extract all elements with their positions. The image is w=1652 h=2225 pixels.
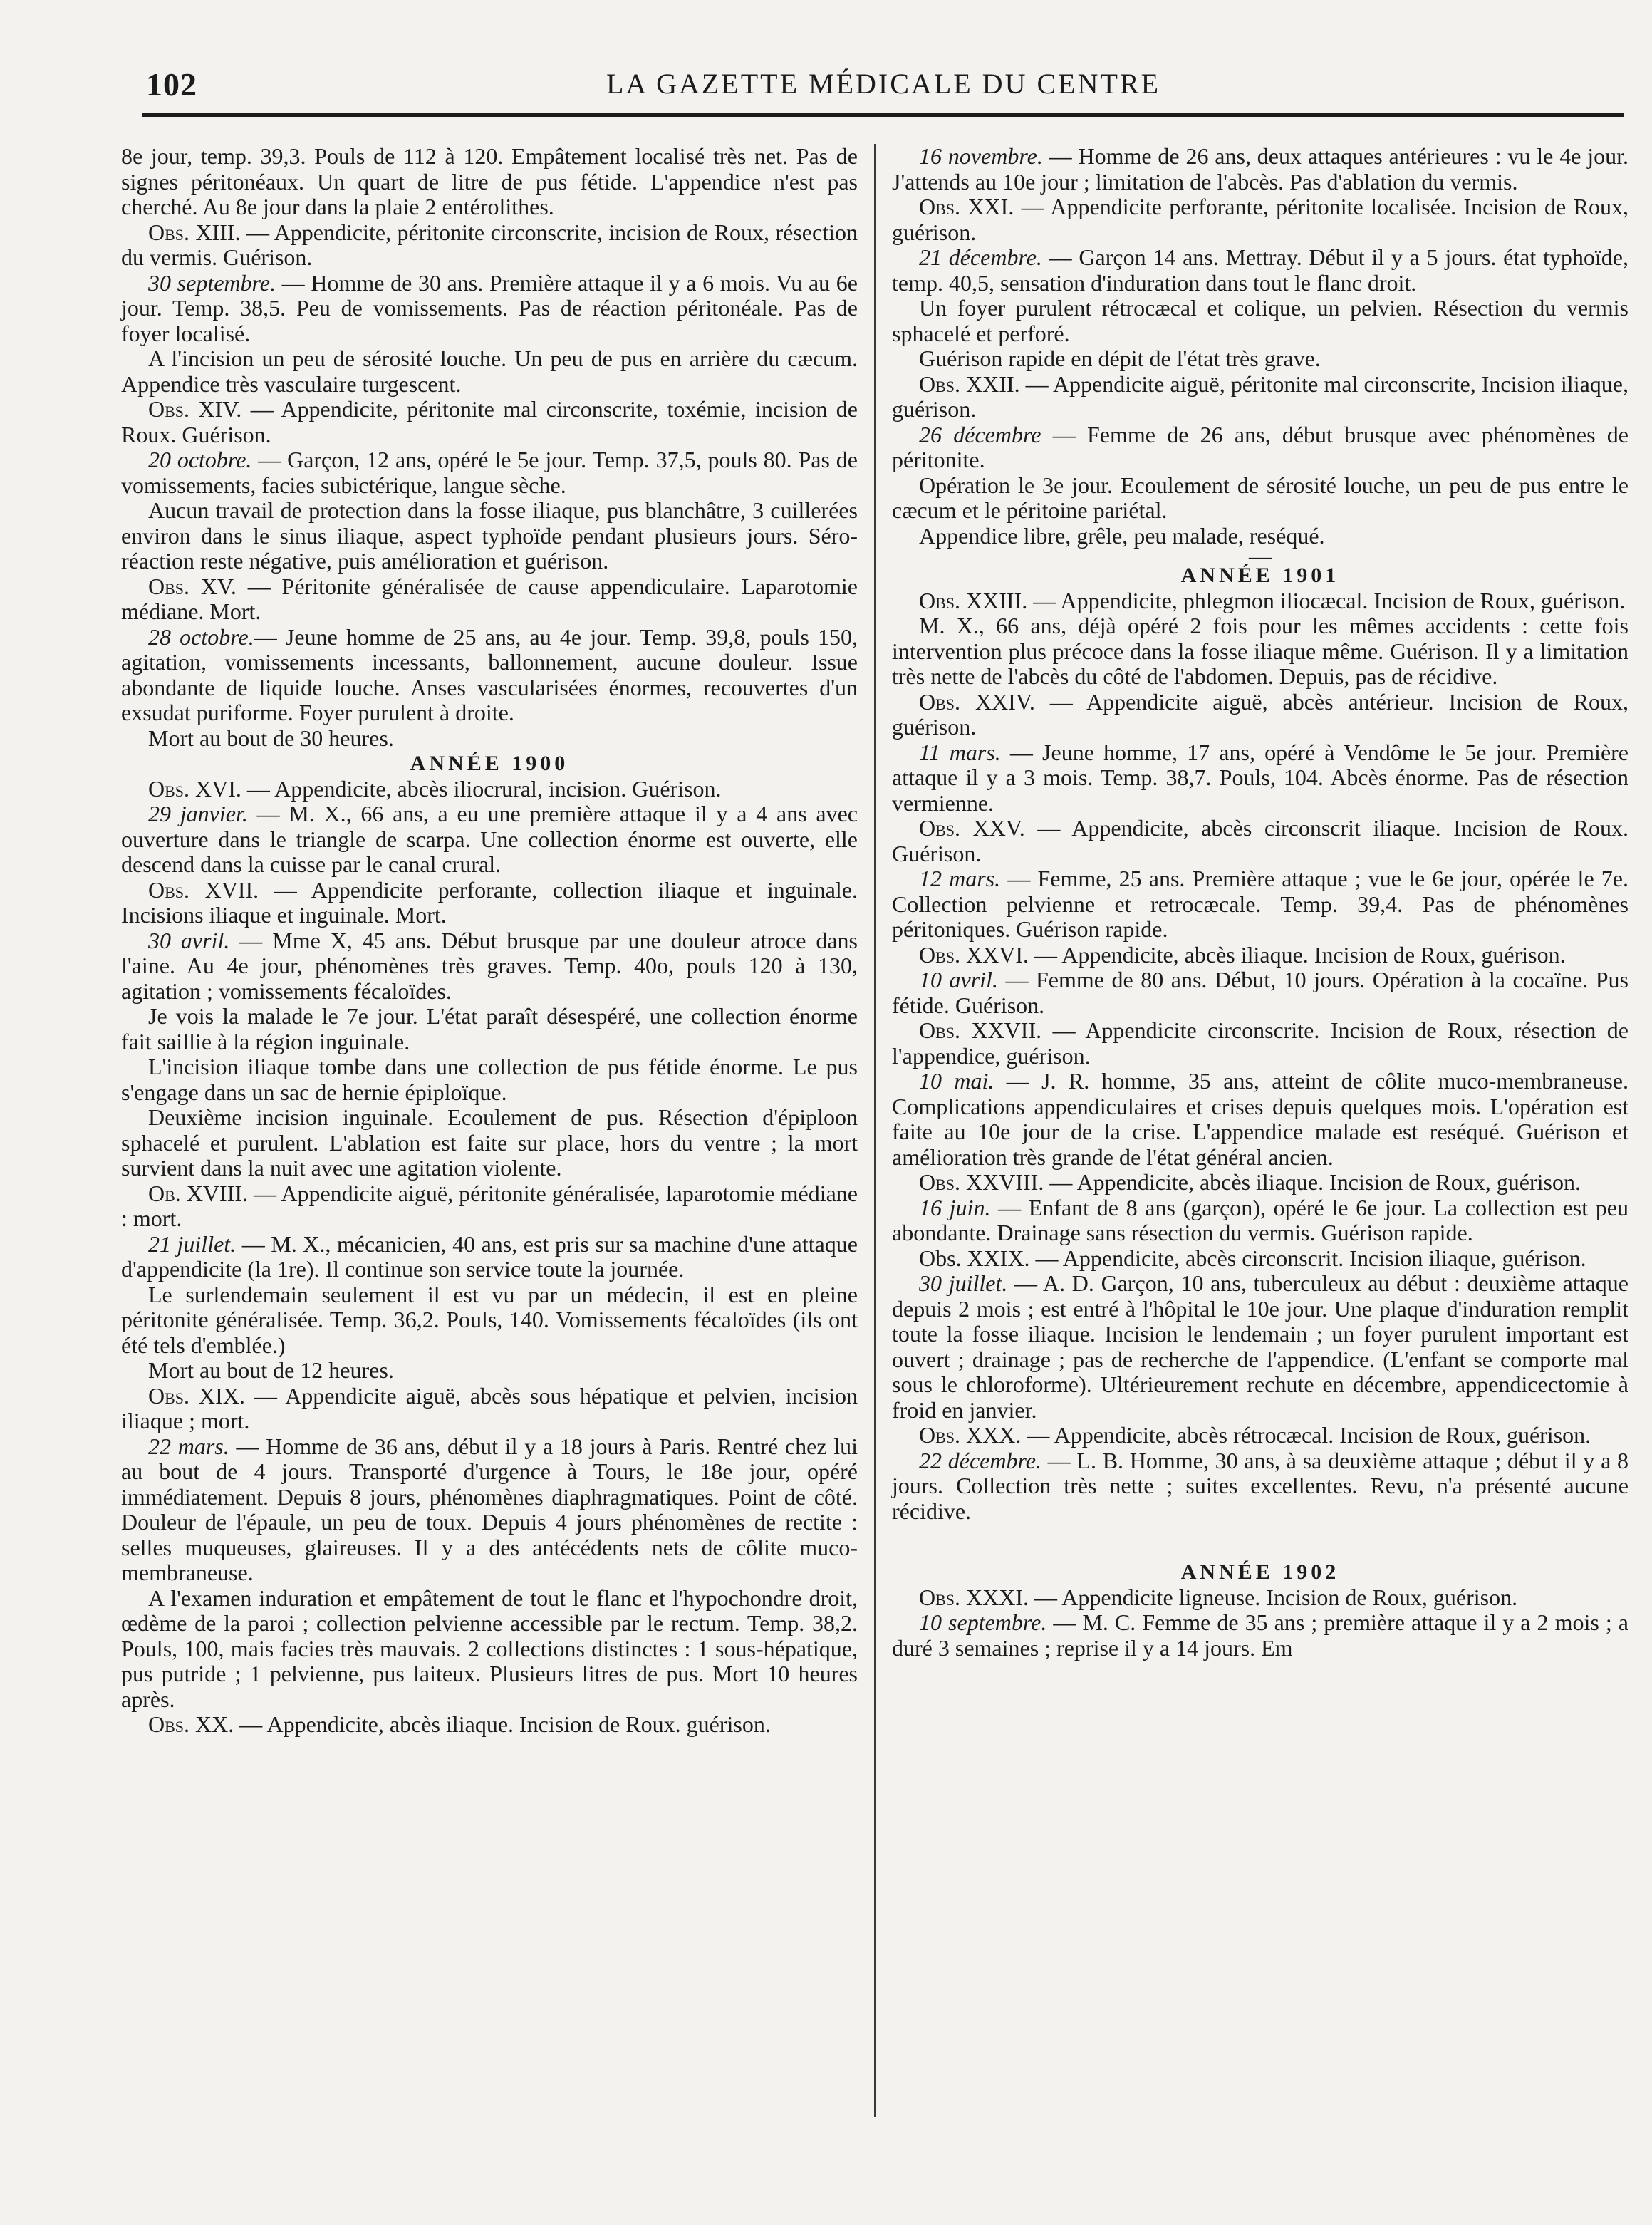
case-date: 29 janvier.: [148, 801, 248, 826]
obs-entry: [121, 1384, 858, 1434]
obs-text: — Appendicite, abcès iliocrural, incision. Guérison.: [241, 775, 722, 802]
obs-label: Obs. XVI.: [148, 775, 241, 802]
case-text: — J. R. homme, 35 ans, atteint de côlite muco-membraneuse. Complications appendiculaires et crises depuis quelques mois. L'opération est faite au 10e jour de la crise. L'appendice malade est reséqué. Guérison et amélioration très grande de l'état général ancien.: [892, 1068, 1629, 1170]
case-date: 10 septembre.: [919, 1609, 1047, 1635]
case-date: 30 avril.: [148, 927, 230, 953]
obs-text: — Appendicite, abcès circonscrit. Incision iliaque, guérison.: [1029, 1245, 1586, 1271]
section-heading-1900: ANNÉE 1900: [410, 752, 569, 775]
case-text: — M. C. Femme de 35 ans ; première attaque il y a 2 mois ; a duré 3 semaines ; reprise il y a 14 jours. Em: [892, 1609, 1629, 1661]
column-divider: [874, 144, 876, 2117]
obs-entry: [892, 943, 1628, 968]
obs-label: Obs. XXIX.: [919, 1245, 1030, 1271]
obs-label: Obs. XXXI.: [919, 1584, 1029, 1610]
paragraph: Guérison rapide en dépit de l'état très grave.: [919, 346, 1321, 371]
obs-label: Obs. XXV.: [919, 815, 1025, 841]
section-heading-1902: ANNÉE 1902: [1180, 1560, 1340, 1584]
obs-entry: [892, 1170, 1628, 1196]
obs-text: — Appendicite, péritonite circonscrite, incision de Roux, résection du vermis. Guérison.: [121, 219, 858, 270]
obs-entry: [121, 220, 858, 271]
obs-entry: [892, 372, 1628, 422]
paragraph: Deuxième incision inguinale. Ecoulement de pus. Résection d'épiploon sphacelé et purulent. L'ablation est faite sur place, hors du ventre ; la mort survient dans la nuit avec une agitation violente.: [121, 1104, 858, 1181]
case-text: — A. D. Garçon, 10 ans, tuberculeux au début : deuxième attaque depuis 2 mois ; est entré à l'hôpital le 10e jour. Une plaque d'induration remplit toute la fosse iliaque. Incision le lendemain ; un foyer purulent important est ouvert ; drainage ; pas de recherche de l'appendice. (L'enfant se comporte mal sous le chloroforme). Ultérieurement rechute en décembre, appendicectomie à froid en janvier.: [892, 1270, 1629, 1423]
right-column: [892, 144, 1628, 1661]
obs-label: Obs. XXVII.: [919, 1017, 1042, 1043]
case-entry: [892, 866, 1628, 943]
case-entry: [121, 447, 858, 498]
obs-entry: [121, 397, 858, 447]
case-entry: [121, 1232, 858, 1282]
case-date: 26 décembre: [919, 421, 1041, 447]
case-text: — Homme de 36 ans, début il y a 18 jours à Paris. Rentré chez lui au bout de 4 jours. Transporté d'urgence à Tours, le 18e jour, opéré immédiatement. Depuis 8 jours, phénomènes diaphragmatiques. Point de côté. Douleur de l'épaule, un peu de toux. Depuis 4 jours phénomènes de rectite : selles muqueuses, glaireuses. Il y a des antécédents nets de côlite muco-membraneuse.: [121, 1433, 858, 1585]
paragraph: L'incision iliaque tombe dans une collection de pus fétide énorme. Le pus s'engage dans un sac de hernie épiploïque.: [121, 1054, 858, 1105]
case-text: — Homme de 26 ans, deux attaques antérieures : vu le 4e jour. J'attends au 10e jour ; limitation de l'abcès. Pas d'ablation du vermis.: [892, 143, 1629, 195]
paragraph: Je vois la malade le 7e jour. L'état paraît désespéré, une collection énorme fait saillie à la région inguinale.: [121, 1003, 858, 1054]
case-date: 21 décembre.: [919, 244, 1042, 270]
obs-text: — Appendicite aiguë, abcès antérieur. Incision de Roux, guérison.: [892, 688, 1628, 740]
obs-text: — Appendicite, abcès iliaque. Incision de Roux. guérison.: [234, 1711, 771, 1737]
left-column: [121, 144, 858, 1738]
obs-label: Obs. XIX.: [148, 1382, 245, 1409]
case-date: 16 novembre.: [919, 143, 1043, 169]
obs-entry: [892, 1018, 1628, 1069]
case-entry: [121, 625, 858, 726]
spacer: [892, 1524, 1628, 1560]
obs-entry: [892, 195, 1628, 245]
obs-text: — Appendicite aiguë, péritonite généralisée, laparotomie médiane : mort.: [121, 1180, 858, 1231]
obs-text: — Appendicite perforante, péritonite localisée. Incision de Roux, guérison.: [892, 194, 1628, 245]
obs-label: Obs. XIV.: [148, 396, 242, 422]
obs-entry: [892, 1246, 1628, 1272]
obs-text: — Appendicite, péritonite mal circonscrite, toxémie, incision de Roux. Guérison.: [121, 396, 858, 447]
obs-label: Obs. XXVI.: [919, 941, 1029, 968]
obs-text: — Appendicite ligneuse. Incision de Roux, guérison.: [1029, 1584, 1518, 1610]
paragraph: Aucun travail de protection dans la fosse iliaque, pus blanchâtre, 3 cuillerées environ dans le sinus iliaque, aspect typhoïde pendant plusieurs jours. Séro-réaction reste négative, puis amélioration et guérison.: [121, 497, 858, 574]
case-entry: [892, 144, 1628, 195]
case-text: — L. B. Homme, 30 ans, à sa deuxième attaque ; début il y a 8 jours. Collection très nette ; suites excellentes. Revu, n'a présenté aucune récidive.: [892, 1447, 1629, 1524]
case-entry: [892, 245, 1628, 296]
case-text: — M. X., 66 ans, a eu une première attaque il y a 4 ans avec ouverture dans le triangle de scarpa. Une collection énorme est ouverte, elle descend dans la cuisse par le canal crural.: [121, 801, 858, 877]
obs-text: — Péritonite généralisée de cause appendiculaire. Laparotomie médiane. Mort.: [121, 573, 858, 624]
case-date: 11 mars.: [919, 739, 1001, 765]
paragraph: A l'incision un peu de sérosité louche. Un peu de pus en arrière du cæcum. Appendice très vasculaire turgescent.: [121, 346, 858, 397]
obs-label: Obs. XXIII.: [919, 587, 1028, 613]
obs-entry: [121, 878, 858, 928]
obs-label: Obs. XIII.: [148, 219, 241, 245]
case-entry: [892, 1069, 1628, 1170]
case-text: — Jeune homme de 25 ans, au 4e jour. Temp. 39,8, pouls 150, agitation, vomissements incessants, ballonnement, aucune douleur. Issue abondante de liquide louche. Anses vascularisées énormes, recouvertes d'un exsudat puriforme. Foyer purulent à droite.: [121, 623, 858, 725]
paragraph: Le surlendemain seulement il est vu par un médecin, il est en pleine péritonite généralisée. Temp. 36,2. Pouls, 140. Vomissements fécaloïdes (ils ont été tels d'emblée.): [121, 1281, 858, 1358]
obs-entry: [892, 816, 1628, 866]
obs-text: — Appendicite, abcès circonscrit iliaque. Incision de Roux. Guérison.: [892, 815, 1628, 866]
header-rule: [142, 113, 1624, 117]
obs-text: — Appendicite perforante, collection iliaque et inguinale. Incisions iliaque et inguinale. Mort.: [121, 876, 858, 928]
obs-label: Obs. XV.: [148, 573, 237, 599]
case-entry: [892, 1610, 1628, 1661]
obs-label: Obs. XXVIII.: [919, 1169, 1044, 1195]
case-text: — Femme de 80 ans. Début, 10 jours. Opération à la cocaïne. Pus fétide. Guérison.: [892, 967, 1629, 1018]
obs-label: Obs. XXII.: [919, 370, 1020, 397]
obs-entry: [892, 690, 1628, 740]
case-entry: [892, 1196, 1628, 1246]
case-text: — Homme de 30 ans. Première attaque il y a 6 mois. Vu au 6e jour. Temp. 38,5. Peu de vomissements. Pas de réaction péritonéale. Pas de foyer localisé.: [121, 269, 858, 346]
obs-text: — Appendicite aiguë, péritonite mal circonscrite, Incision iliaque, guérison.: [892, 370, 1628, 422]
obs-label: Obs. XXX.: [919, 1422, 1022, 1448]
obs-entry: [121, 1712, 858, 1738]
section-heading-1901: ANNÉE 1901: [1180, 564, 1340, 587]
case-entry: [121, 928, 858, 1005]
obs-entry: [121, 574, 858, 625]
case-text: — Femme de 26 ans, début brusque avec phénomènes de péritonite.: [892, 421, 1629, 472]
case-entry: [892, 422, 1628, 473]
case-date: 16 juin.: [919, 1194, 991, 1220]
obs-entry: [121, 1181, 858, 1232]
paragraph: A l'examen induration et empâtement de tout le flanc et l'hypochondre droit, œdème de la paroi ; collection pelvienne accessible par le rectum. Temp. 38,2. Pouls, 100, mais facies très mauvais. 2 collections distinctes : 1 sous-hépatique, pus putride ; 1 pelvienne, pus laiteux. Plusieurs litres de pus. Mort 10 heures après.: [121, 1585, 858, 1712]
case-date: 30 juillet.: [919, 1270, 1008, 1296]
paragraph: M. X., 66 ans, déjà opéré 2 fois pour les mêmes accidents : cette fois intervention plus précoce dans la fosse iliaque même. Guérison. Il y a limitation très nette de l'abcès du côté de l'abdomen. Depuis, pas de récidive.: [892, 613, 1628, 689]
case-text: — Mme X, 45 ans. Début brusque par une douleur atroce dans l'aine. Au 4e jour, phénomènes très graves. Temp. 40o, pouls 120 à 130, agitation ; vomissements fécaloïdes.: [121, 927, 858, 1004]
paragraph: Mort au bout de 30 heures.: [148, 725, 394, 751]
obs-text: — Appendicite, abcès iliaque. Incision de Roux, guérison.: [1029, 941, 1566, 968]
obs-label: Obs. XVII.: [148, 876, 259, 903]
obs-label: Ob. XVIII.: [148, 1180, 249, 1206]
case-date: 10 avril.: [919, 967, 998, 992]
case-text: — Enfant de 8 ans (garçon), opéré le 6e jour. La collection est peu abondante. Drainage sans résection du vermis. Guérison rapide.: [892, 1194, 1629, 1245]
obs-entry: [892, 588, 1628, 614]
case-text: — Garçon 14 ans. Mettray. Début il y a 5 jours. état typhoïde, temp. 40,5, sensation d'induration dans tout le flanc droit.: [892, 244, 1629, 296]
obs-text: — Appendicite aiguë, abcès sous hépatique et pelvien, incision iliaque ; mort.: [121, 1382, 858, 1433]
case-date: 22 mars.: [148, 1433, 229, 1459]
case-text: — Jeune homme, 17 ans, opéré à Vendôme le 5e jour. Première attaque il y a 3 mois. Temp. 38,7. Pouls, 104. Abcès énorme. Pas de résection vermienne.: [892, 739, 1629, 816]
paragraph: Un foyer purulent rétrocæcal et colique, un pelvien. Résection du vermis sphacelé et perforé.: [892, 295, 1628, 346]
obs-text: — Appendicite, abcès rétrocæcal. Incision de Roux, guérison.: [1021, 1422, 1591, 1448]
obs-entry: [892, 1585, 1628, 1611]
journal-title: LA GAZETTE MÉDICALE DU CENTRE: [606, 68, 1160, 100]
paragraph: Opération le 3e jour. Ecoulement de sérosité louche, un peu de pus entre le cæcum et le péritoine pariétal.: [892, 472, 1628, 523]
case-date: 30 septembre.: [148, 269, 276, 296]
case-text: — Femme, 25 ans. Première attaque ; vue le 6e jour, opérée le 7e. Collection pelvienne et retrocæcale. Temp. 39,4. Pas de phénomènes péritoniques. Guérison rapide.: [892, 866, 1629, 942]
case-date: 28 octobre.: [148, 623, 254, 650]
paragraph: Appendice libre, grêle, peu malade, reséqué.: [919, 522, 1325, 549]
case-entry: [121, 802, 858, 878]
obs-label: Obs. XXI.: [919, 194, 1014, 219]
paragraph: Mort au bout de 12 heures.: [148, 1357, 394, 1383]
case-text: — Garçon, 12 ans, opéré le 5e jour. Temp. 37,5, pouls 80. Pas de vomissements, facies subictérique, langue sèche.: [121, 447, 858, 498]
case-entry: [892, 740, 1628, 816]
obs-text: — Appendicite, abcès iliaque. Incision de Roux, guérison.: [1044, 1169, 1581, 1195]
case-date: 20 octobre.: [148, 447, 252, 472]
page-number: 102: [146, 66, 197, 103]
case-entry: [892, 1271, 1628, 1423]
case-date: 21 juillet.: [148, 1230, 237, 1257]
case-entry: [892, 1448, 1628, 1525]
case-entry: [121, 1434, 858, 1586]
case-date: 22 décembre.: [919, 1447, 1041, 1473]
case-date: 10 mai.: [919, 1068, 994, 1094]
section-separator: —: [1249, 543, 1272, 569]
page-header: [146, 66, 1621, 110]
case-date: 12 mars.: [919, 866, 1001, 891]
case-text: — M. X., mécanicien, 40 ans, est pris sur sa machine d'une attaque d'appendicite (la 1re). Il continue son service toute la journée.: [121, 1230, 858, 1282]
paragraph: 8e jour, temp. 39,3. Pouls de 112 à 120. Empâtement localisé très net. Pas de signes péritonéaux. Un quart de litre de pus fétide. L'appendice n'est pas cherché. Au 8e jour dans la plaie 2 entérolithes.: [121, 143, 858, 219]
obs-text: — Appendicite circonscrite. Incision de Roux, résection de l'appendice, guérison.: [892, 1017, 1628, 1069]
case-entry: [121, 271, 858, 347]
obs-text: — Appendicite, phlegmon iliocæcal. Incision de Roux, guérison.: [1027, 587, 1626, 613]
obs-label: Obs. XX.: [148, 1711, 234, 1737]
obs-label: Obs. XXIV.: [919, 688, 1035, 715]
obs-entry: [892, 1423, 1628, 1448]
obs-entry: [121, 777, 858, 802]
case-entry: [892, 968, 1628, 1018]
